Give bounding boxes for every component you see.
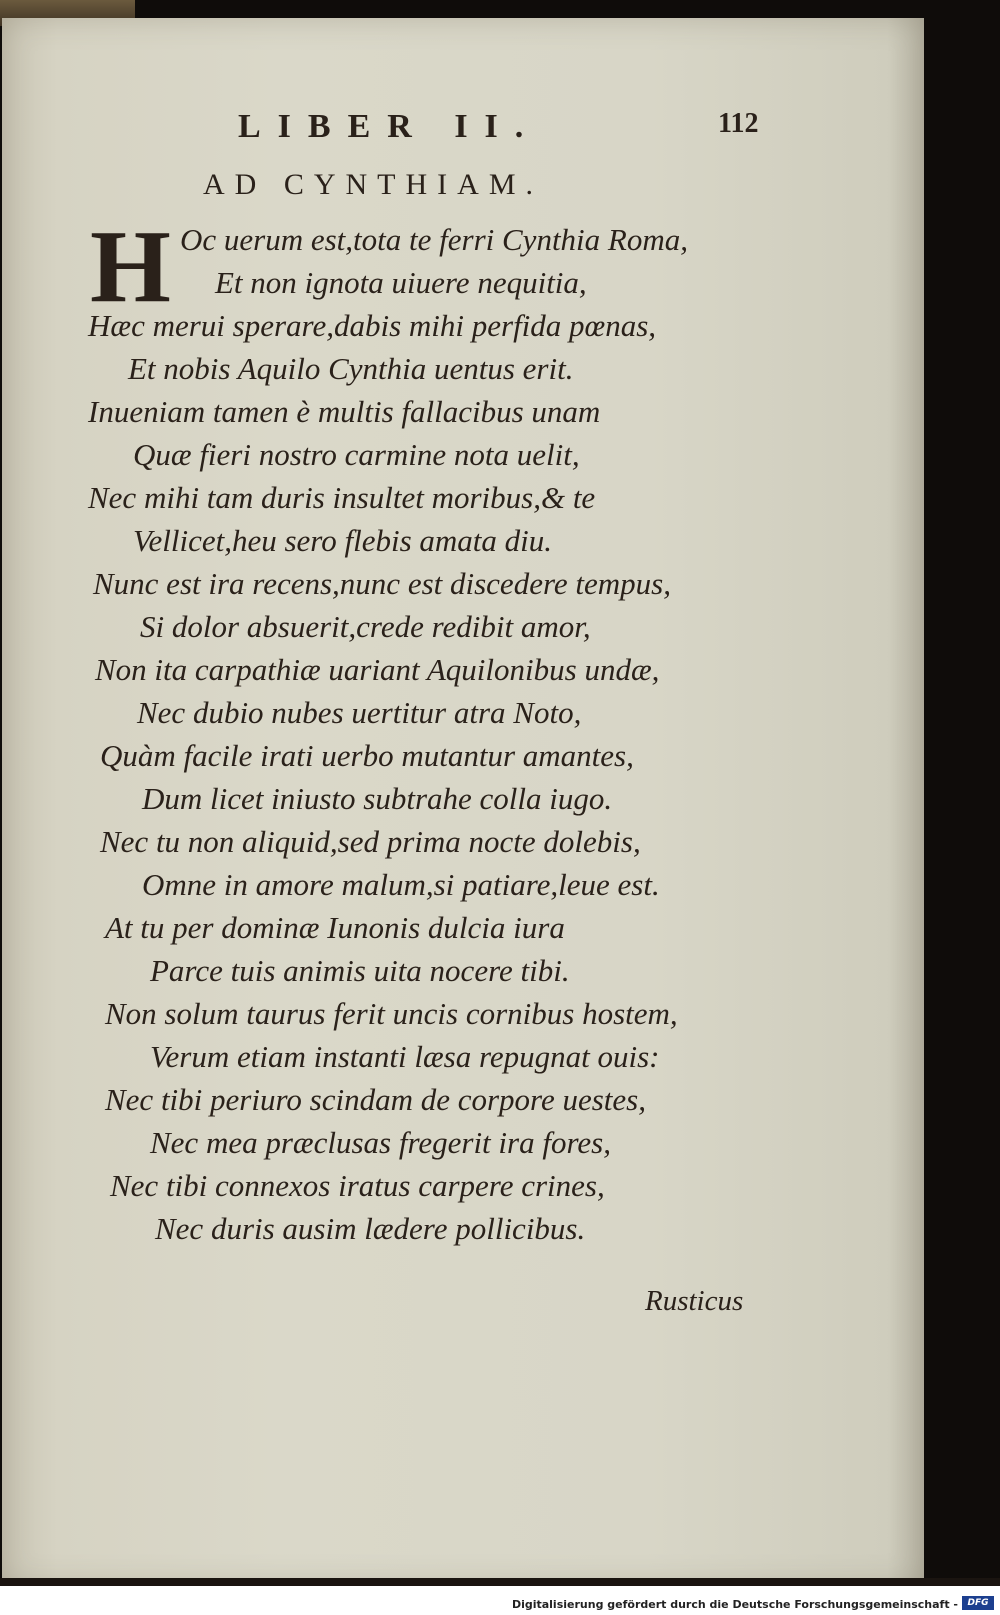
verse-line: Quæ fieri nostro carmine nota uelit,: [133, 437, 580, 472]
poem-title: AD CYNTHIAM.: [203, 168, 543, 201]
verse-line: Hæc merui sperare,dabis mihi perfida pœnas,: [88, 308, 657, 343]
verse-line: Quàm facile irati uerbo mutantur amantes,: [100, 738, 634, 773]
verse-line: Et nobis Aquilo Cynthia uentus erit.: [128, 351, 574, 386]
verse-line: Et non ignota uiuere nequitia,: [215, 265, 587, 300]
verse-line: Nec tibi periuro scindam de corpore uestes,: [105, 1082, 646, 1117]
verse-line: Inueniam tamen è multis fallacibus unam: [88, 394, 601, 429]
running-head: LIBER II.: [238, 108, 541, 145]
verse-line: Parce tuis animis uita nocere tibi.: [150, 953, 570, 988]
verse-line: Nec duris ausim lædere pollicibus.: [155, 1211, 586, 1246]
dfg-logo: DFG: [962, 1596, 994, 1610]
verse-line: Si dolor absuerit,crede redibit amor,: [140, 609, 591, 644]
drop-cap: H: [90, 209, 171, 324]
verse-line: Nec tibi connexos iratus carpere crines,: [110, 1168, 605, 1203]
verse-line: At tu per dominæ Iunonis dulcia iura: [105, 910, 565, 945]
verse-line: Vellicet,heu sero flebis amata diu.: [133, 523, 552, 558]
verse-line: Nec tu non aliquid,sed prima nocte dolebis,: [100, 824, 641, 859]
verse-line: Oc uerum est,tota te ferri Cynthia Roma,: [180, 222, 688, 257]
catchword: Rusticus: [645, 1285, 744, 1317]
verse-line: Nunc est ira recens,nunc est discedere tempus,: [93, 566, 671, 601]
verse-line: Verum etiam instanti læsa repugnat ouis:: [150, 1039, 660, 1074]
digitization-credit: Digitalisierung gefördert durch die Deutsche Forschungsgemeinschaft -: [511, 1598, 958, 1611]
verse-line: Omne in amore malum,si patiare,leue est.: [142, 867, 660, 902]
verse-line: Nec dubio nubes uertitur atra Noto,: [137, 695, 582, 730]
verse-line: Nec mihi tam duris insultet moribus,& te: [88, 480, 596, 515]
page-number: 112: [718, 108, 759, 139]
verse-line: Dum licet iniusto subtrahe colla iugo.: [142, 781, 613, 816]
verse-line: Non solum taurus ferit uncis cornibus hostem,: [105, 996, 678, 1031]
verse-line: Nec mea præclusas fregerit ira fores,: [150, 1125, 611, 1160]
verse-line: Non ita carpathiæ uariant Aquilonibus undæ,: [95, 652, 660, 687]
